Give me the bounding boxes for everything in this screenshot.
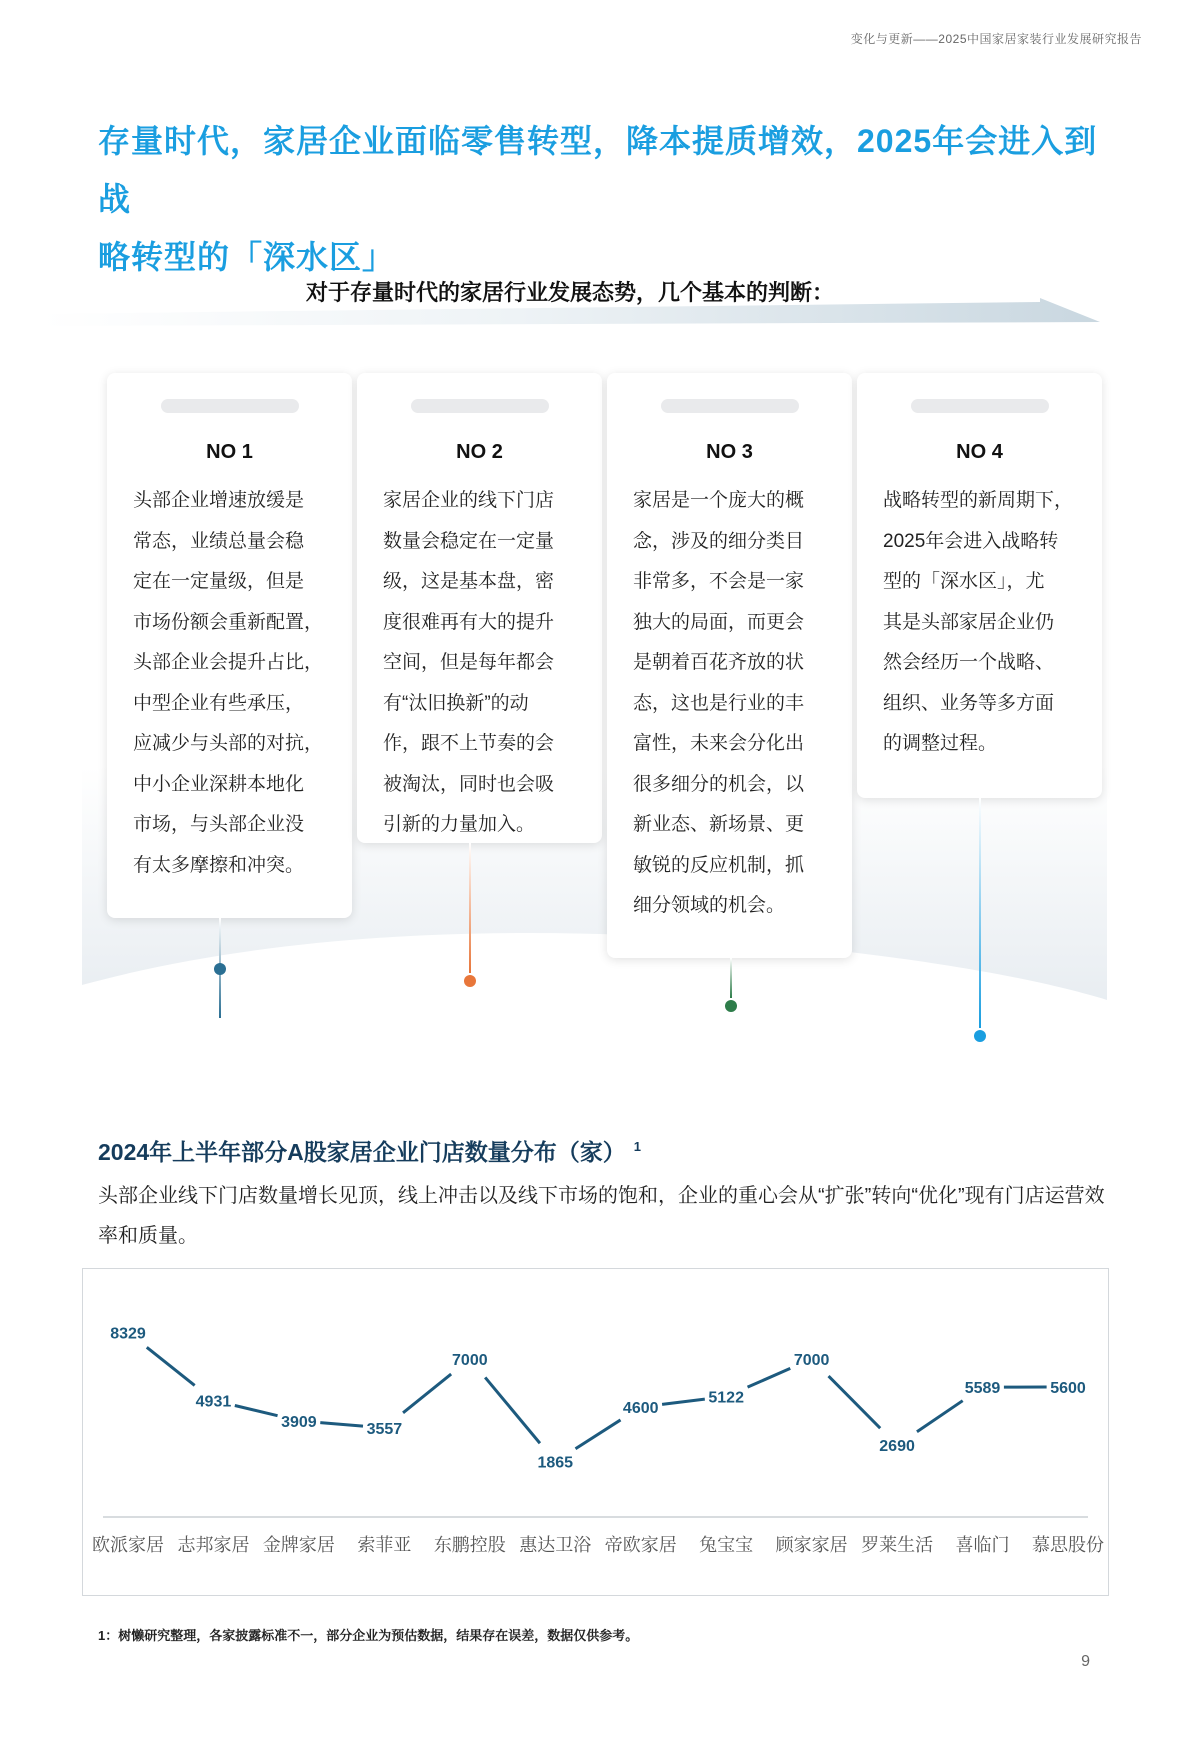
- data-label: 3909: [281, 1413, 317, 1431]
- data-label: 3557: [366, 1420, 403, 1438]
- page-title-line-1: 存量时代，家居企业面临零售转型，降本提质增效，2025年会进入到战: [98, 123, 1098, 217]
- card-2-dot: [464, 975, 476, 987]
- card-2-stem: [469, 843, 471, 973]
- card-body: [133, 481, 330, 886]
- x-tick-label: 兔宝宝: [699, 1535, 754, 1555]
- card-number: NO 2: [456, 441, 503, 463]
- x-tick-label: 欧派家居: [92, 1535, 164, 1555]
- data-label: 2690: [879, 1438, 915, 1456]
- data-label: 5122: [708, 1389, 744, 1407]
- series-line-segment: [748, 1368, 791, 1387]
- report-header: 变化与更新——2025中国家居家装行业发展研究报告: [850, 32, 1142, 46]
- card-1-dot: [214, 963, 226, 975]
- card-line: 独大的局面，而更会: [633, 611, 805, 633]
- chart-title-text: 2024年上半年部分A股家居企业门店数量分布（家）: [98, 1139, 626, 1165]
- card-4-dot: [974, 1030, 986, 1042]
- judgement-banner: [40, 268, 1100, 326]
- card-line: 2025年会进入战略转: [883, 530, 1059, 552]
- card-line: 的调整过程。: [883, 733, 998, 754]
- card-line: 应减少与头部的对抗，: [133, 733, 324, 754]
- banner-text: 对于存量时代的家居行业发展态势，几个基本的判断：: [305, 280, 834, 305]
- data-label: 7000: [452, 1352, 488, 1369]
- x-tick-label: 金牌家居: [262, 1535, 335, 1555]
- x-tick-label: 帝欧家居: [604, 1535, 677, 1555]
- card-header-bar: [911, 399, 1049, 413]
- x-tick-label: 顾家家居: [775, 1535, 848, 1555]
- card-line: 组织、业务等多方面: [883, 692, 1055, 714]
- card-line: 定在一定量级，但是: [133, 571, 305, 592]
- data-label: 5600: [1050, 1380, 1086, 1397]
- card-line: 富性，未来会分化出: [633, 733, 805, 754]
- card-line: 念，涉及的细分类目: [633, 530, 805, 552]
- page-title: [98, 112, 1098, 286]
- x-tick-label: 慕思股份: [1032, 1535, 1104, 1555]
- card-line: 度很难再有大的提升: [383, 611, 555, 633]
- x-tick-label: 惠达卫浴: [519, 1535, 592, 1555]
- card-line: 是朝着百花齐放的状: [633, 652, 805, 673]
- card-4-stem: [979, 798, 981, 1028]
- x-tick-label: 东鹏控股: [433, 1535, 506, 1555]
- card-number: NO 1: [206, 441, 253, 463]
- footnote: 1：树懒研究整理，各家披露标准不一，部分企业为预估数据，结果存在误差，数据仅供参考。: [98, 1628, 639, 1643]
- card-number: NO 3: [706, 441, 753, 463]
- judgement-card-4: [857, 373, 1102, 798]
- card-line: 有太多摩擦和冲突。: [133, 854, 305, 876]
- data-label: 5589: [964, 1380, 1001, 1398]
- card-body: [383, 481, 580, 846]
- footnote-marker: 1: [633, 1139, 642, 1155]
- judgement-card-3: [607, 373, 852, 958]
- card-line: 态，这也是行业的丰: [633, 692, 805, 714]
- card-line: 中小企业深耕本地化: [133, 773, 305, 795]
- card-line: 头部企业增速放缓是: [133, 490, 305, 511]
- card-line: 引新的力量加入。: [383, 814, 536, 835]
- judgement-card-2: [357, 373, 602, 843]
- card-line: 其是头部家居企业仍: [883, 611, 1055, 633]
- card-3-dot: [725, 1000, 737, 1012]
- card-line: 数量会稳定在一定量: [383, 530, 555, 552]
- data-label: 1865: [537, 1454, 574, 1472]
- chart-title: [98, 1134, 641, 1167]
- series-line-segment: [917, 1401, 963, 1432]
- line-chart-svg: [83, 1269, 1108, 1595]
- card-line: 作，跟不上节奏的会: [383, 733, 555, 754]
- card-body: [883, 481, 1080, 765]
- x-tick-label: 索菲亚: [357, 1535, 412, 1555]
- data-label: 4931: [195, 1393, 232, 1411]
- card-line: 常态，业绩总量会稳: [133, 530, 305, 552]
- card-line: 级，这是基本盘，密: [383, 571, 555, 592]
- card-line: 市场，与头部企业没: [133, 814, 305, 835]
- series-line-segment: [829, 1376, 881, 1428]
- data-label: 4600: [622, 1400, 659, 1417]
- x-tick-label: 喜临门: [955, 1535, 1010, 1555]
- card-line: 家居企业的线下门店: [383, 490, 555, 511]
- card-line: 型的「深水区」，尤: [883, 571, 1045, 592]
- card-body: [633, 481, 830, 927]
- series-line-segment: [403, 1374, 451, 1413]
- series-line-segment: [235, 1405, 278, 1415]
- card-line: 新业态、新场景、更: [633, 814, 805, 835]
- card-line: 细分领域的机会。: [633, 895, 786, 916]
- card-line: 中型企业有些承压，: [133, 692, 305, 714]
- card-header-bar: [411, 399, 549, 413]
- data-label: 7000: [793, 1352, 830, 1369]
- x-tick-label: 罗莱生活: [861, 1535, 934, 1555]
- card-header-bar: [661, 399, 799, 413]
- card-3-stem: [730, 958, 732, 998]
- page-number: 9: [1081, 1653, 1090, 1670]
- card-line: 很多细分的机会，以: [633, 773, 805, 795]
- card-line: 家居是一个庞大的概: [633, 490, 805, 511]
- card-line: 敏锐的反应机制，抓: [633, 854, 805, 876]
- card-line: 头部企业会提升占比，: [133, 652, 324, 673]
- card-line: 然会经历一个战略、: [883, 652, 1055, 673]
- card-line: 战略转型的新周期下，: [883, 490, 1074, 511]
- judgement-cards-area: [82, 365, 1107, 1095]
- series-line-segment: [575, 1420, 620, 1449]
- data-label: 8329: [110, 1325, 146, 1343]
- chart-description: 头部企业线下门店数量增长见顶，线上冲击以及线下市场的饱和，企业的重心会从“扩张”转向“优化”现有门店运营效率和质量。: [98, 1185, 1105, 1247]
- series-line-segment: [485, 1377, 540, 1443]
- store-count-chart: [82, 1268, 1109, 1596]
- card-number: NO 4: [956, 441, 1003, 463]
- series-line-segment: [662, 1399, 705, 1404]
- card-line: 空间，但是每年都会: [383, 652, 555, 673]
- x-tick-label: 志邦家居: [177, 1535, 250, 1555]
- series-line-segment: [147, 1347, 195, 1385]
- card-line: 有“汰旧换新”的动: [383, 692, 529, 714]
- card-line: 市场份额会重新配置，: [133, 611, 324, 633]
- card-line: 非常多，不会是一家: [633, 571, 805, 592]
- series-line-segment: [320, 1423, 363, 1427]
- page-title-line-2: 略转型的「深水区」: [98, 239, 396, 275]
- card-line: 被淘汰，同时也会吸: [383, 773, 555, 795]
- judgement-card-1: [107, 373, 352, 918]
- card-header-bar: [161, 399, 299, 413]
